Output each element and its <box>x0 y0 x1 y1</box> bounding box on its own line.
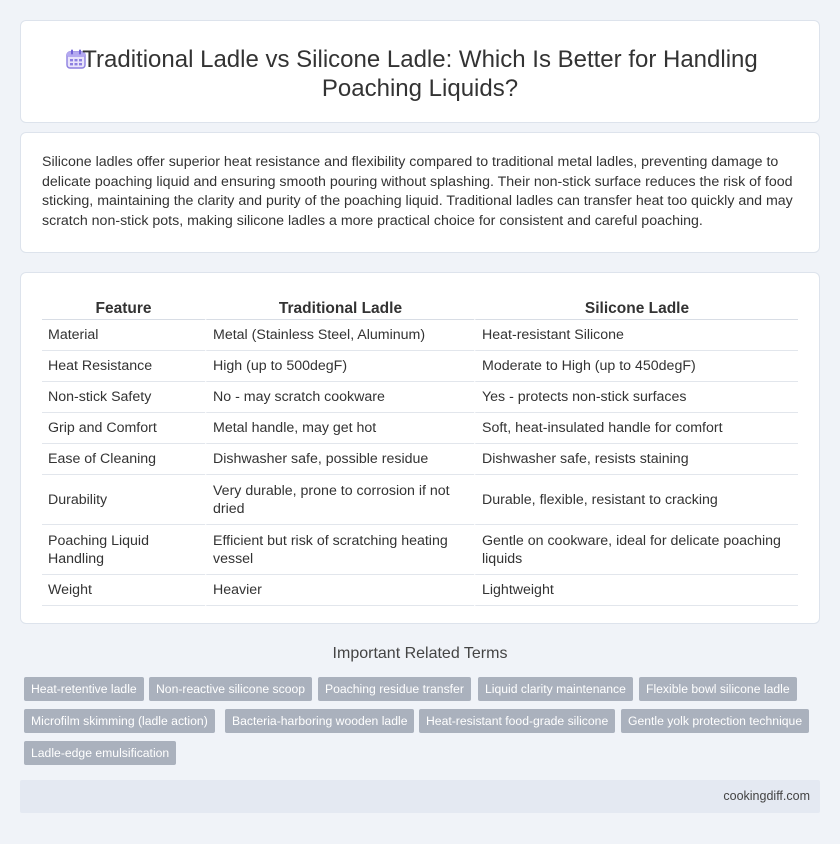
comparison-table <box>42 294 798 606</box>
related-term-tag[interactable]: Microfilm skimming (ladle action) <box>24 709 215 733</box>
table-cell: Moderate to High (up to 450degF) <box>474 351 798 382</box>
table-row <box>42 475 798 525</box>
intro-card <box>20 132 820 253</box>
related-term-tag[interactable]: Heat-retentive ladle <box>24 677 144 701</box>
table-cell: Dishwasher safe, possible residue <box>205 444 474 475</box>
column-header: Silicone Ladle <box>474 294 798 320</box>
table-row <box>42 575 798 606</box>
table-cell: Metal (Stainless Steel, Aluminum) <box>205 320 474 351</box>
related-term-tag[interactable]: Liquid clarity maintenance <box>478 677 633 701</box>
table-cell: Material <box>42 320 205 351</box>
comparison-card <box>20 272 820 624</box>
table-cell: No - may scratch cookware <box>205 382 474 413</box>
related-term-tag[interactable]: Poaching residue transfer <box>318 677 471 701</box>
related-term-tag[interactable]: Non-reactive silicone scoop <box>149 677 312 701</box>
table-cell: Dishwasher safe, resists staining <box>474 444 798 475</box>
related-term-tag[interactable]: Ladle-edge emulsification <box>24 741 176 765</box>
table-cell: Gentle on cookware, ideal for delicate poaching liquids <box>474 525 798 575</box>
table-cell: Heavier <box>205 575 474 606</box>
table-cell: Metal handle, may get hot <box>205 413 474 444</box>
footer <box>20 780 820 813</box>
title-card <box>20 20 820 123</box>
footer-site-link[interactable]: cookingdiff.com <box>723 789 810 803</box>
table-cell: Efficient but risk of scratching heating vessel <box>205 525 474 575</box>
table-row <box>42 382 798 413</box>
table-cell: Weight <box>42 575 205 606</box>
related-terms-heading: Important Related Terms <box>332 645 508 662</box>
table-cell: High (up to 500degF) <box>205 351 474 382</box>
table-cell: Heat Resistance <box>42 351 205 382</box>
table-cell: Durable, flexible, resistant to cracking <box>474 475 798 525</box>
table-row <box>42 525 798 575</box>
table-cell: Yes - protects non-stick surfaces <box>474 382 798 413</box>
table-cell: Lightweight <box>474 575 798 606</box>
table-cell: Poaching Liquid Handling <box>42 525 205 575</box>
related-term-tag[interactable]: Bacteria-harboring wooden ladle <box>225 709 414 733</box>
table-cell: Ease of Cleaning <box>42 444 205 475</box>
table-cell: Durability <box>42 475 205 525</box>
intro-paragraph: Silicone ladles offer superior heat resistance and flexibility compared to traditional metal ladles, preventing damage to delicate poaching liquid and ensuring smooth pouring without splashing. Their non-stick surface reduces the risk of food sticking, maintaining the clarity and purity of the poaching liquid. Traditional ladles can transfer heat too quickly and may scratch non-stick pots, making silicone ladles a more practical choice for consistent and careful poaching. <box>42 154 793 229</box>
table-row <box>42 351 798 382</box>
table-row <box>42 444 798 475</box>
table-cell: Grip and Comfort <box>42 413 205 444</box>
table-cell: Heat-resistant Silicone <box>474 320 798 351</box>
table-cell: Very durable, prone to corrosion if not dried <box>205 475 474 525</box>
column-header: Traditional Ladle <box>205 294 474 320</box>
table-row <box>42 413 798 444</box>
table-cell: Soft, heat-insulated handle for comfort <box>474 413 798 444</box>
table-header-row <box>42 294 798 320</box>
page-title: Traditional Ladle vs Silicone Ladle: Which Is Better for Handling Poaching Liquids? <box>82 46 758 102</box>
related-term-tag[interactable]: Flexible bowl silicone ladle <box>639 677 797 701</box>
table-cell: Non-stick Safety <box>42 382 205 413</box>
table-row <box>42 320 798 351</box>
related-term-tag[interactable]: Gentle yolk protection technique <box>621 709 809 733</box>
related-term-tag[interactable]: Heat-resistant food-grade silicone <box>419 709 615 733</box>
column-header: Feature <box>42 294 205 320</box>
